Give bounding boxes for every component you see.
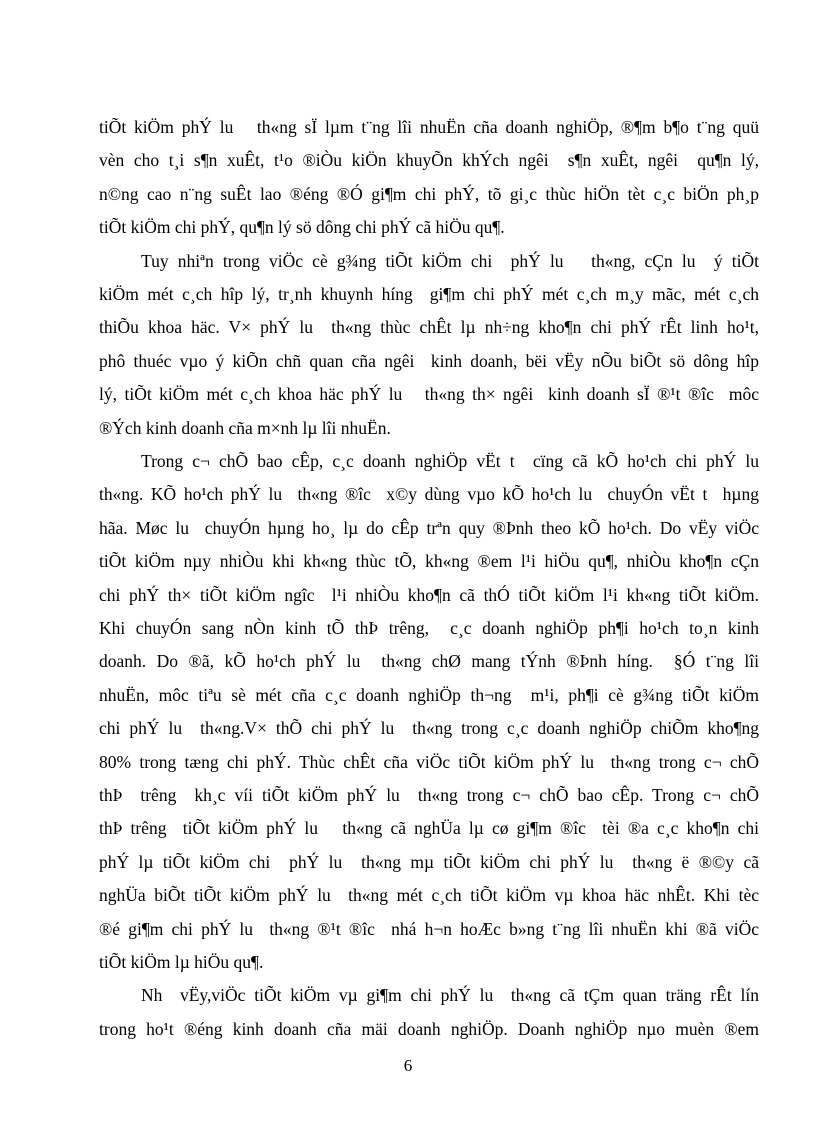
body-line: chi phÝ th× tiÕt kiÖm ngîc l¹i nhiÒu kho¶n cã thÓ tiÕt kiÖm l¹i kh«ng tiÕt kiÖm. bbox=[99, 585, 759, 605]
body-line: doanh. Do ®ã, kÕ ho¹ch phÝ lu th«ng chØ mang tÝnh ®Þnh híng. §Ó t¨ng lîi bbox=[99, 651, 759, 671]
body-line: n©ng cao n¨ng suÊt lao ®éng ®Ó gi¶m chi phÝ, tõ gi¸c thùc hiÖn tèt c¸c biÖn ph¸p bbox=[99, 184, 759, 204]
body-line: tiÕt kiÖm chi phÝ, qu¶n lý sö dông chi phÝ cã hiÖu qu¶. bbox=[99, 217, 505, 237]
body-line: phô thuéc vµo ý kiÕn chñ quan cña ngêi kinh doanh, bëi vËy nÕu biÕt sö dông hîp bbox=[99, 351, 759, 371]
body-line: thÞ trêng kh¸c víi tiÕt kiÖm phÝ lu th«ng trong c¬ chÕ bao cÊp. Trong c¬ chÕ bbox=[99, 785, 759, 805]
body-line: vèn cho t¸i s¶n xuÊt, t¹o ®iÒu kiÖn khuyÕn khÝch ngêi s¶n xuÊt, ngêi qu¶n lý, bbox=[99, 150, 759, 170]
paragraph-first-line: Nh vËy,viÖc tiÕt kiÖm vµ gi¶m chi phÝ lu th«ng cã tÇm quan träng rÊt lín bbox=[141, 985, 759, 1005]
paragraph-first-line: Tuy nhiªn trong viÖc cè g¾ng tiÕt kiÖm chi phÝ lu th«ng, cÇn lu ý tiÕt bbox=[141, 251, 759, 271]
body-line: chi phÝ lu th«ng.V× thÕ chi phÝ lu th«ng trong c¸c doanh nghiÖp chiÕm kho¶ng bbox=[99, 718, 759, 738]
body-line: 80% trong tæng chi phÝ. Thùc chÊt cña viÖc tiÕt kiÖm phÝ lu th«ng trong c¬ chÕ bbox=[99, 752, 759, 772]
body-line: lý, tiÕt kiÖm mét c¸ch khoa häc phÝ lu th«ng th× ngêi kinh doanh sÏ ®¹t ®îc môc bbox=[99, 384, 759, 404]
body-line: phÝ lµ tiÕt kiÖm chi phÝ lu th«ng mµ tiÕt kiÖm chi phÝ lu th«ng ë ®©y cã bbox=[99, 852, 759, 872]
body-line: thÞ trêng tiÕt kiÖm phÝ lu th«ng cã nghÜa lµ cø gi¶m ®îc tèi ®a c¸c kho¶n chi bbox=[99, 818, 759, 838]
body-line: ®é gi¶m chi phÝ lu th«ng ®¹t ®îc nhá h¬n hoÆc b»ng t¨ng lîi nhuËn khi ®ã viÖc bbox=[99, 919, 759, 939]
body-line: nghÜa biÕt tiÕt kiÖm phÝ lu th«ng mét c¸ch tiÕt kiÖm vµ khoa häc nhÊt. Khi tèc bbox=[99, 885, 759, 905]
body-line: tiÕt kiÖm lµ hiÖu qu¶. bbox=[99, 952, 264, 972]
body-line: th«ng. KÕ ho¹ch phÝ lu th«ng ®îc x©y dùng vµo kÕ ho¹ch lu chuyÓn vËt t hµng bbox=[99, 484, 759, 504]
body-line: Khi chuyÓn sang nÒn kinh tÕ thÞ trêng, c¸c doanh nghiÖp ph¶i ho¹ch to¸n kinh bbox=[99, 618, 759, 638]
body-line: trong ho¹t ®éng kinh doanh cña mäi doanh nghiÖp. Doanh nghiÖp nµo muèn ®em bbox=[99, 1019, 759, 1039]
body-line: tiÕt kiÖm phÝ lu th«ng sÏ lµm t¨ng lîi nhuËn cña doanh nghiÖp, ®¶m b¶o t¨ng quü bbox=[99, 117, 759, 137]
body-line: nhuËn, môc tiªu sè mét cña c¸c doanh nghiÖp th¬ng m¹i, ph¶i cè g¾ng tiÕt kiÖm bbox=[99, 685, 759, 705]
paragraph-first-line: Trong c¬ chÕ bao cÊp, c¸c doanh nghiÖp vËt t cïng cã kÕ ho¹ch chi phÝ lu bbox=[141, 451, 759, 471]
body-line: ®Ých kinh doanh cña m×nh lµ lîi nhuËn. bbox=[99, 418, 391, 438]
body-line: thiÕu khoa häc. V× phÝ lu th«ng thùc chÊt lµ nh÷ng kho¶n chi phÝ rÊt linh ho¹t, bbox=[99, 317, 759, 337]
body-line: hãa. Møc lu chuyÓn hµng ho¸ lµ do cÊp trªn quy ®Þnh theo kÕ ho¹ch. Do vËy viÖc bbox=[99, 518, 759, 538]
body-line: tiÕt kiÖm nµy nhiÒu khi kh«ng thùc tÕ, kh«ng ®em l¹i hiÖu qu¶, nhiÒu kho¶n cÇn bbox=[99, 551, 759, 571]
body-line: kiÖm mét c¸ch hîp lý, tr¸nh khuynh híng gi¶m chi phÝ mét c¸ch m¸y mãc, mét c¸ch bbox=[99, 284, 759, 304]
page-number: 6 bbox=[403, 1056, 413, 1075]
